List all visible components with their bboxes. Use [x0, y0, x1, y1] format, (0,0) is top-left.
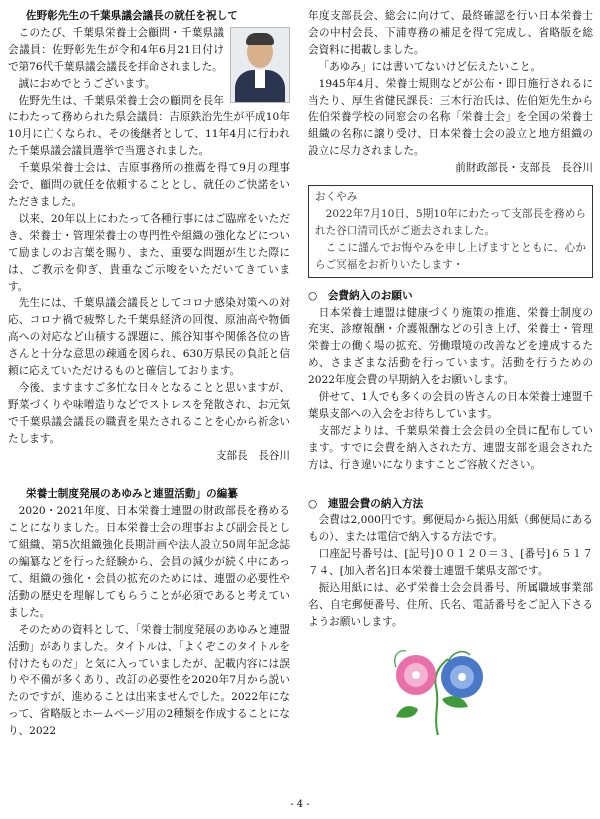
paragraph: 支部だよりは、千葉県栄養士会会員の全員に配布しています。すでに会費を納入された方、連盟支部を退会された方は、行き違いになりますことご容赦ください。 [308, 424, 593, 471]
paragraph: 誠におめでとうございます。 [18, 77, 156, 90]
paragraph: 年度支部長会、総会に向けて、最終確認を行い日本栄養士会の中村会長、下浦専務の補足を得て完成し、省略版を総会資料に掲載しました。 [308, 10, 593, 56]
signature: 支部長 長谷川 [215, 449, 290, 462]
condolence-box [308, 185, 593, 278]
section-title-payment-method: ○ 連盟会費の納入方法 [308, 497, 424, 510]
paragraph: 1945年4月、栄養士規則などが公布・即日施行されるに当たり、厚生省健民課長：三木行治氏は、佐伯矩先生から佐伯栄養学校の同窓会の名称「栄養士会」を全国の栄養士組織の名称に譲り受け、日本栄養士会の設立と地方組織の設立に尽力されました。 [308, 77, 593, 158]
paragraph: 以来、20年以上にわたって各種行事にはご臨席をいただき、栄養士・管理栄養士の専門性や組織の強化などについて励ましのお言葉を賜り、また、重要な問題が生じた際には、ご教示を仰ぎ、貴重なご示唆をいただいてきています。 [8, 212, 290, 293]
paragraph: 佐野先生は、千葉県栄養士会の顧問を長年にわたって務められた県会議員：吉原鉄治先生が平成10年10月に亡くなられ、その後継者として、11年4月に行われた千葉県議会議員選挙で当選されました。 [8, 94, 290, 158]
paragraph: 日本栄養士連盟は健康づくり施策の推進、栄養士制度の充実、診療報酬・介護報酬などの引き上げ、栄養士・管理栄養士の働く場の拡充、労働環境の改善などを達成するため、さまざまな活動を行っています。活動を行うための2022年度会費の早期納入をお願いします。 [308, 306, 593, 387]
paragraph: 併せて、1人でも多くの会員の皆さんの日本栄養士連盟千葉県支部への入会をお待ちしています。 [308, 391, 593, 420]
signature: 前財政部長・支部長 長谷川 [455, 162, 593, 175]
paragraph: 振込用紙には、必ず栄養士会会員番号、所属職域事業部名、自宅郵便番号、住所、氏名、電話番号をご記入下さるようお願いします。 [308, 582, 593, 628]
paragraph: 口座記号番号は、[記号]００１２０＝３、[番号]６５１７７４、[加入者名]日本栄養士連盟千葉県支部です。 [308, 548, 593, 578]
paragraph: 2020・2021年度、日本栄養士連盟の財政部長を務めることになりました。日本栄養士会の理事および副会長として組織、第5次組織強化長期計画や法人設立50周年記念誌の編纂などを行った経験から、会員の減少が続く中にあって、組織の強化・会員の拡充のためには、連盟の必要性や活動の歴史を理解してもらうことが必須であると考えていました。 [8, 505, 290, 619]
morning-glory-illustration [378, 637, 498, 737]
section-title-dues-request: ○ 会費納入のお願い [308, 289, 413, 302]
paragraph: 会費は2,000円です。郵便局から振込用紙（郵便局にあるもの）、または電信で納入する方法です。 [308, 514, 593, 544]
left-column [8, 8, 290, 740]
paragraph: 千葉県栄養士会は、吉原事務所の推薦を得て9月の理事会で、顧問の就任を依頼することとし、就任のご快諾をいただきました。 [8, 162, 290, 208]
paragraph: このたび、千葉県栄養士会顧問・千葉県議会議員：佐野彰先生が令和4年6月21日付けで第76代千葉県議会議長を拝命されました。 [8, 26, 224, 73]
paragraph: 「あゆみ」には書いてないけど伝えたいこと。 [318, 60, 542, 73]
article-title-ayumi: 栄養士制度発展のあゆみと連盟活動」の編纂 [26, 488, 238, 501]
right-column [308, 8, 593, 737]
condolence-text: ここに謹んでお悔やみを申し上げますとともに、心からご冥福をお祈りいたします・ [315, 241, 586, 271]
condolence-title: おくやみ [315, 191, 358, 204]
page-number: - 4 - [290, 799, 310, 810]
article-title-sano: 佐野彰先生の千葉県議会議長の就任を祝して [26, 10, 238, 22]
condolence-text: 2022年7月10日、5期10年にわたって支部長を務められた谷口清司氏がご逝去されました。 [315, 207, 586, 237]
paragraph: 今後、ますますご多忙な日々となることと思いますが、野菜づくりや味噌造りなどでストレスを発散され、お元気で千葉県議会議長の職責を果たされることを心から祈念いたします。 [8, 381, 290, 445]
paragraph: 先生には、千葉県議会議長としてコロナ感染対策への対応、コロナ禍で疲弊した千葉県経済の回復、原油高や物価高への対応など山積する課題に、熊谷知事や関係各位の皆さんと十分な意思の疎通を図られ、630万県民の負託と信頼に応えていただけるものと確信しております。 [8, 297, 290, 378]
paragraph: そのための資料として、「栄養士制度発展のあゆみと連盟活動」がありました。タイトルは、「よくぞこのタイトルを付けたものだ」と気に入っていましたが、記載内容には誤りや不備が多くあり、改訂の必要性を2020年7月から説いたのですが、進めることは出来ませんでした。2022年になって、省略版とホームページ用の2種類を作成することになり、2022 [8, 623, 290, 738]
portrait-photo [230, 27, 290, 103]
